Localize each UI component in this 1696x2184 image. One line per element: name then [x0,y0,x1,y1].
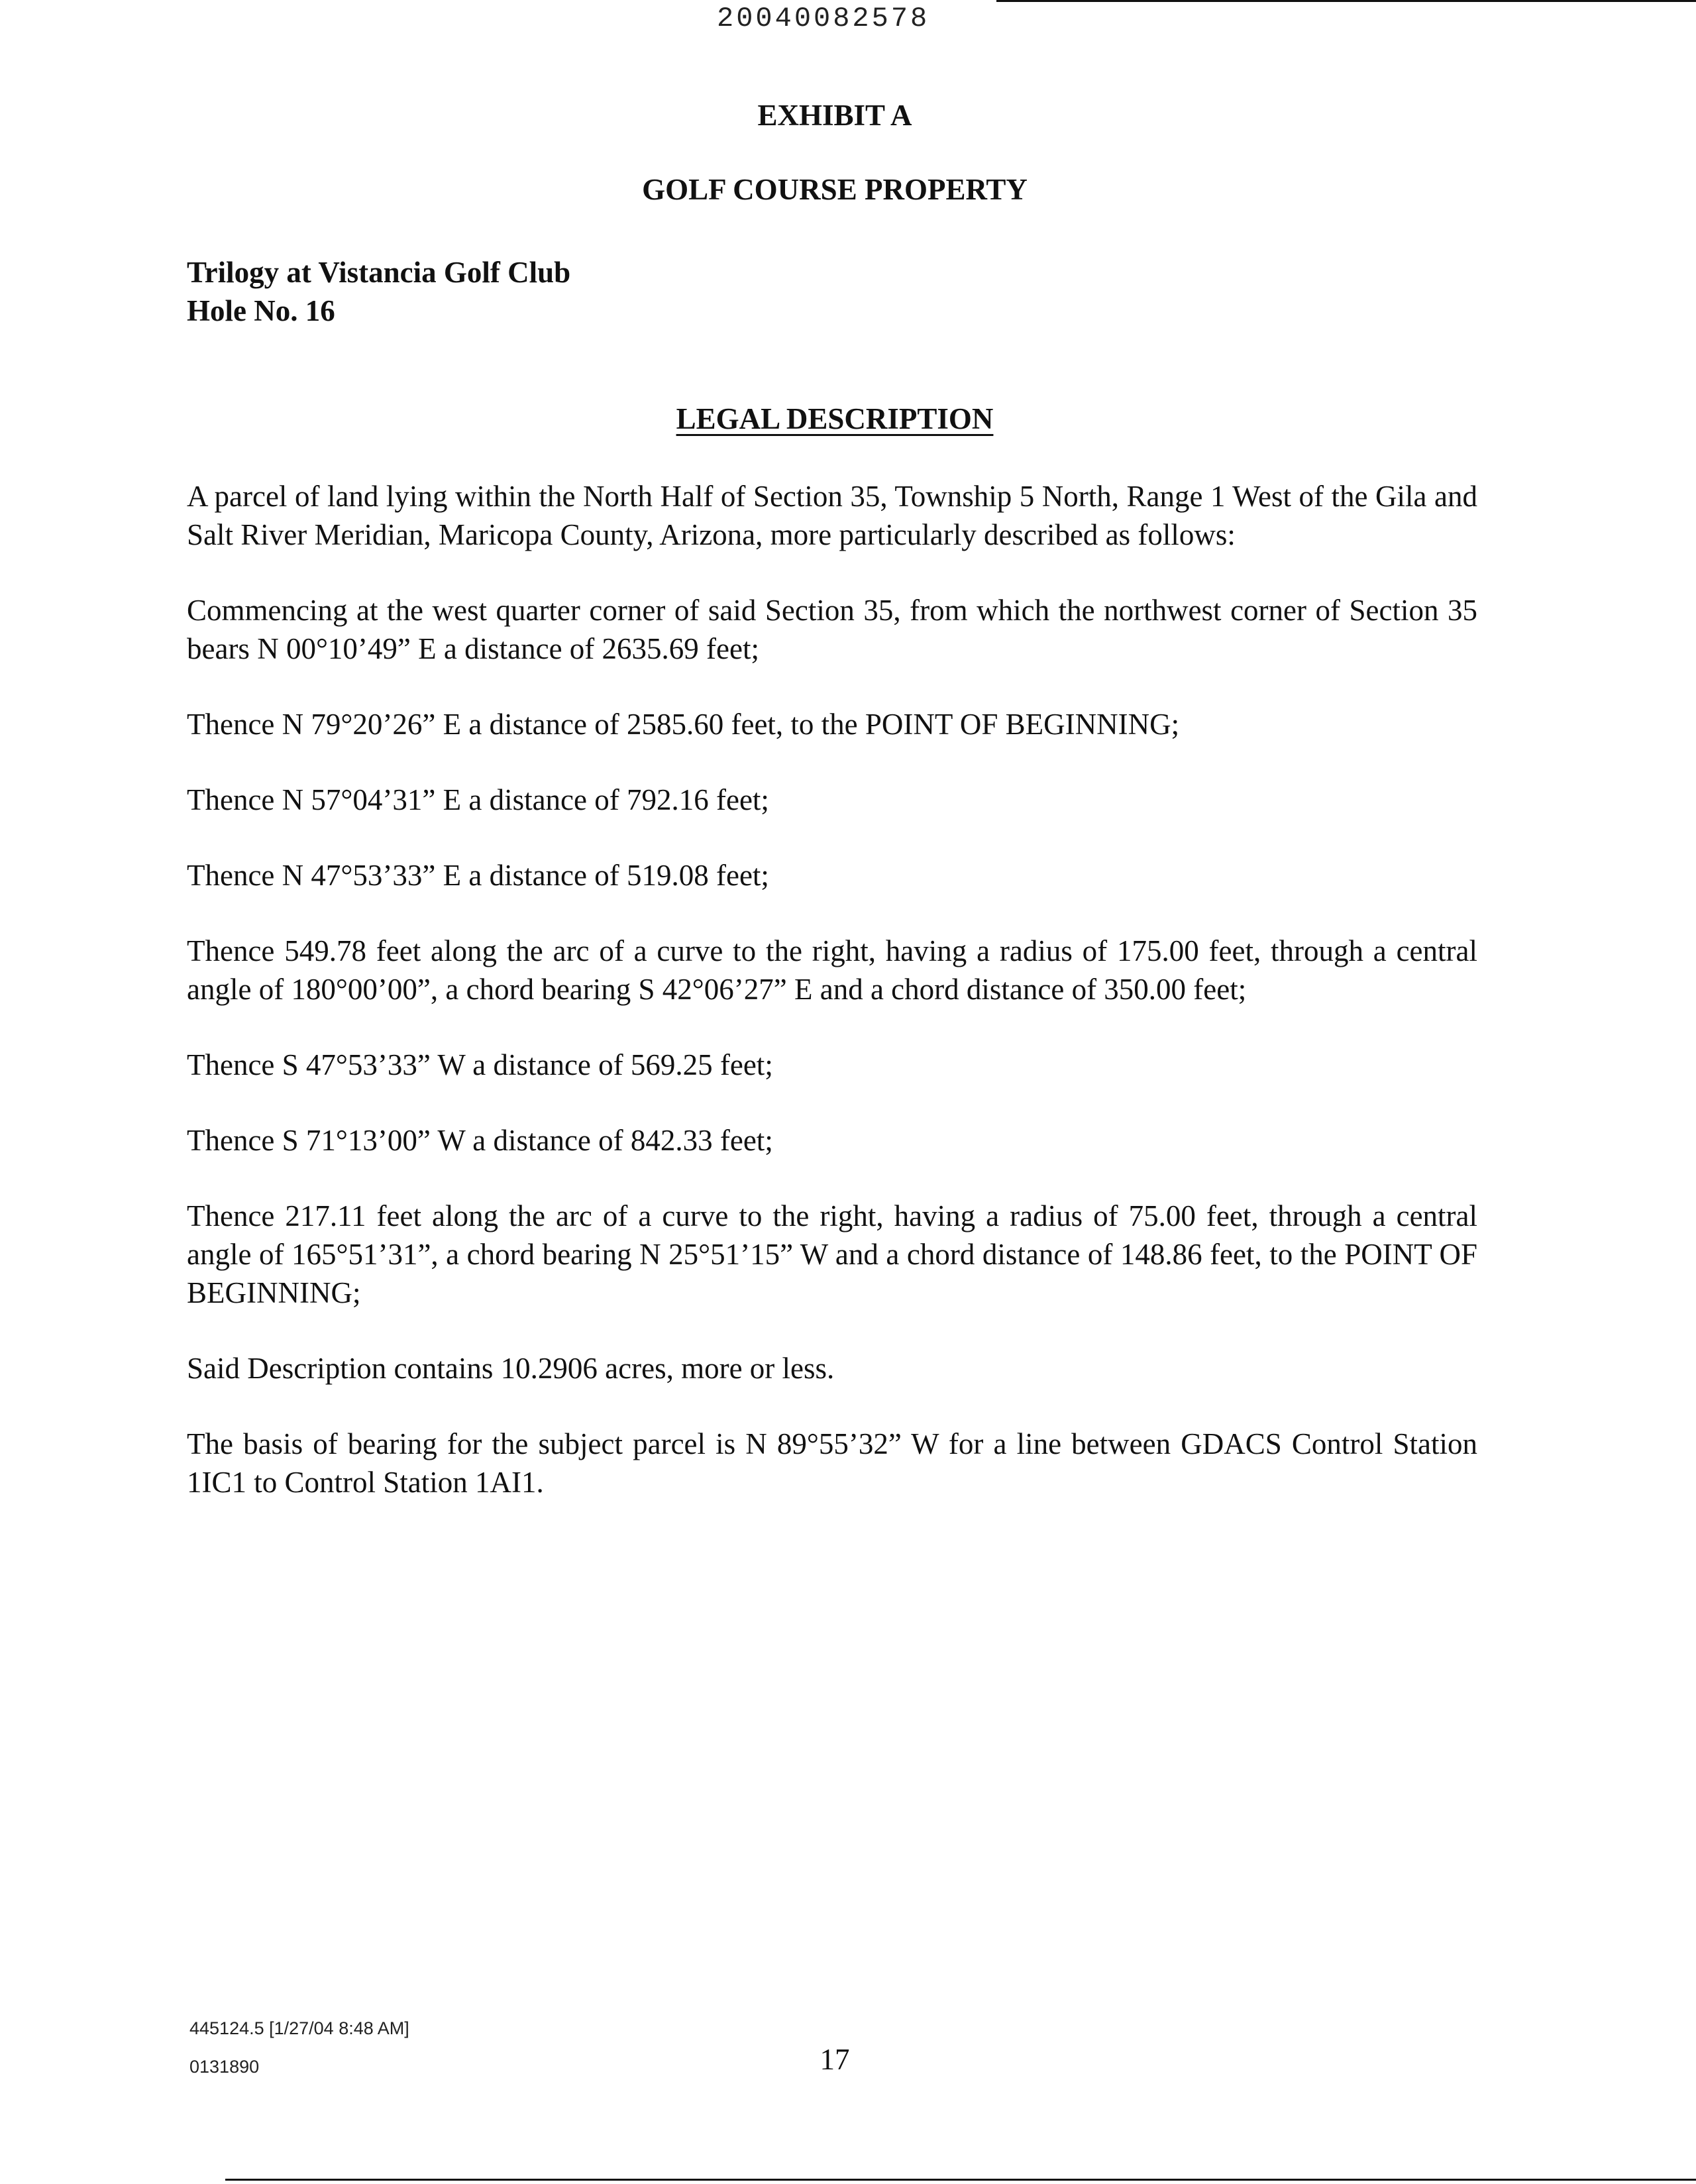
page-number: 17 [820,2043,850,2076]
property-name: Trilogy at Vistancia Golf Club [187,256,571,289]
footer-ref-line2: 0131890 [189,2057,260,2077]
paragraph-course-3: Thence N 47°53’33” E a distance of 519.08 feet; [187,859,769,892]
paragraph-basis-of-bearing: The basis of bearing for the subject parcel is N 89°55’32” W for a line between GDACS Control Station 1IC1 to Control Station 1AI1. [187,1427,1477,1499]
property-block [187,253,570,330]
paragraph-acreage: Said Description contains 10.2906 acres, more or less. [187,1352,835,1385]
recording-number: 20040082578 [717,3,930,34]
paragraph-curve-2: Thence 217.11 feet along the arc of a curve to the right, having a radius of 75.00 feet, through a central angle of 165°51’31”, a chord bearing N 25°51’15” W and a chord distance of 148.86 feet, to the POINT OF BEGINNING; [187,1199,1477,1309]
top-rule [996,0,1696,2]
section-heading: LEGAL DESCRIPTION [676,402,994,435]
paragraph-course-2: Thence N 57°04’31” E a distance of 792.16 feet; [187,783,769,816]
footer-ref-line1: 445124.5 [1/27/04 8:48 AM] [189,2018,409,2038]
paragraph-course-4: Thence S 47°53’33” W a distance of 569.25 feet; [187,1048,773,1081]
hole-number: Hole No. 16 [187,294,335,327]
exhibit-subtitle: GOLF COURSE PROPERTY [642,173,1028,206]
paragraph-course-5: Thence S 71°13’00” W a distance of 842.33 feet; [187,1124,773,1157]
paragraph-course-1: Thence N 79°20’26” E a distance of 2585.60 feet, to the POINT OF BEGINNING; [187,708,1180,741]
paragraph-commencing: Commencing at the west quarter corner of said Section 35, from which the northwest corner of Section 35 bears N 00°10’49” E a distance of 2635.69 feet; [187,594,1477,665]
legal-description-body [187,477,1477,1539]
bottom-rule [225,2179,1696,2181]
exhibit-title: EXHIBIT A [757,99,912,132]
paragraph-curve-1: Thence 549.78 feet along the arc of a curve to the right, having a radius of 175.00 feet, through a central angle of 180°00’00”, a chord bearing S 42°06’27” E and a chord distance of 350.00 feet; [187,934,1477,1006]
paragraph-intro: A parcel of land lying within the North Half of Section 35, Township 5 North, Range 1 West of the Gila and Salt River Meridian, Maricopa County, Arizona, more particularly described as follows: [187,480,1477,551]
